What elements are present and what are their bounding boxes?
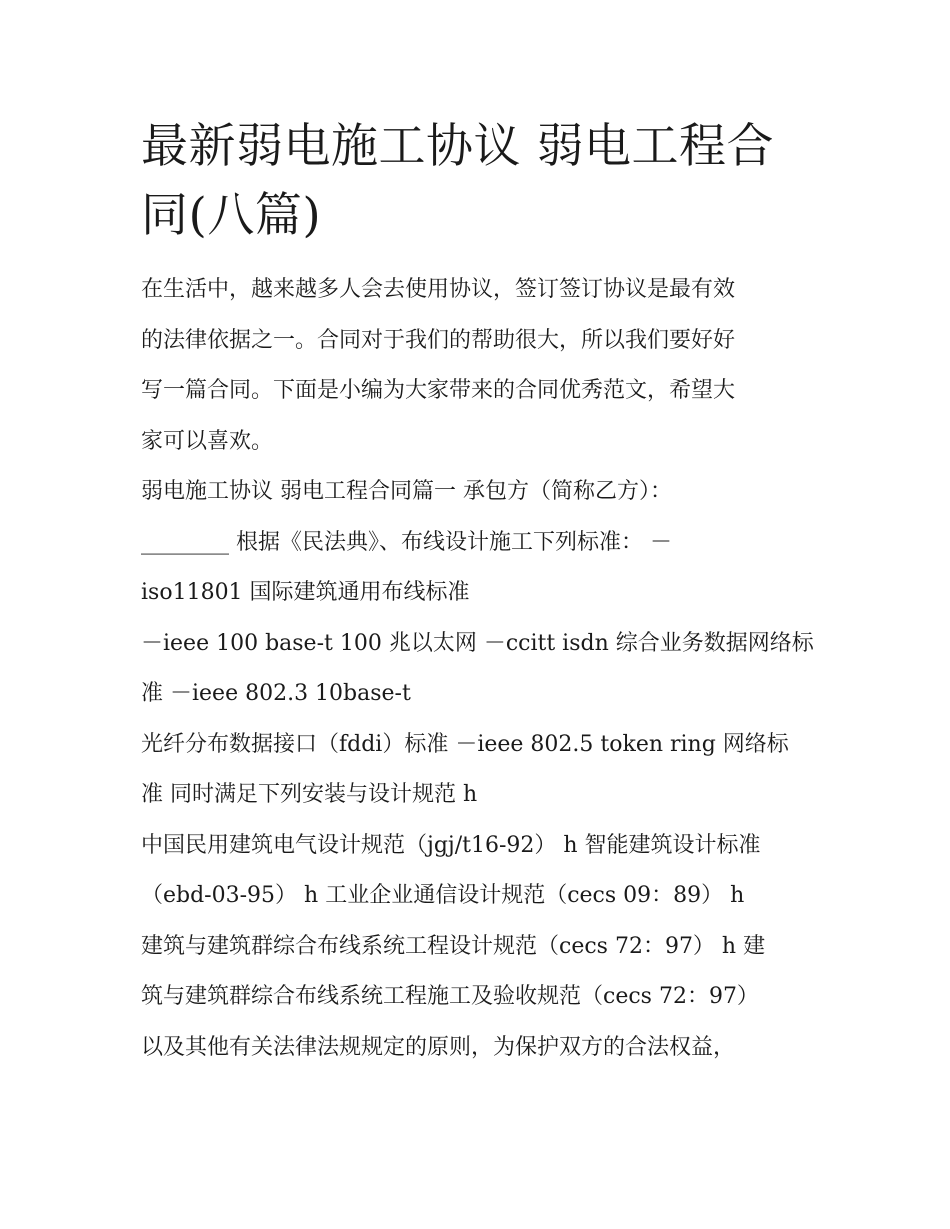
text-line: 在生活中，越来越多人会去使用协议，签订签订协议是最有效 (141, 277, 736, 302)
text-line: 的法律依据之一。合同对于我们的帮助很大，所以我们要好好 (141, 327, 736, 353)
text-line: 以及其他有关法律法规规定的原则，为保护双方的合法权益， (141, 1034, 736, 1060)
text-line: 准 同时满足下列安装与设计规范 h (141, 782, 478, 807)
text-line: 建筑与建筑群综合布线系统工程设计规范（cecs 72：97） h 建 (141, 933, 766, 959)
text-line: 家可以喜欢。 (141, 428, 274, 454)
document-title (141, 112, 821, 250)
title-line: 同(八篇) (141, 188, 322, 243)
text-line: 中国民用建筑电气设计规范（jgj/t16-92） h 智能建筑设计标准 (141, 832, 761, 858)
text-line: －ieee 100 base-t 100 兆以太网 －ccitt isdn 综合业务数据网络标 (141, 630, 814, 656)
title-line: 最新弱电施工协议 弱电工程合 (141, 119, 774, 174)
text-line: iso11801 国际建筑通用布线标准 (141, 580, 470, 605)
text-line: 筑与建筑群综合布线系统工程施工及验收规范（cecs 72：97） (141, 984, 759, 1009)
text-line: 光纤分布数据接口（fddi）标准 －ieee 802.5 token ring 网络标 (141, 731, 789, 757)
body-text (141, 265, 821, 1073)
text-line: ________ 根据《民法典》、布线设计施工下列标准： － (141, 529, 672, 555)
text-line: 弱电施工协议 弱电工程合同篇一 承包方（简称乙方）： (141, 479, 672, 504)
text-line: （ebd-03-95） h 工业企业通信设计规范（cecs 09：89） h (141, 883, 745, 908)
text-line: 写一篇合同。下面是小编为大家带来的合同优秀范文，希望大 (141, 378, 736, 403)
document-body (141, 112, 821, 1073)
text-line: 准 －ieee 802.3 10base-t (141, 681, 411, 706)
